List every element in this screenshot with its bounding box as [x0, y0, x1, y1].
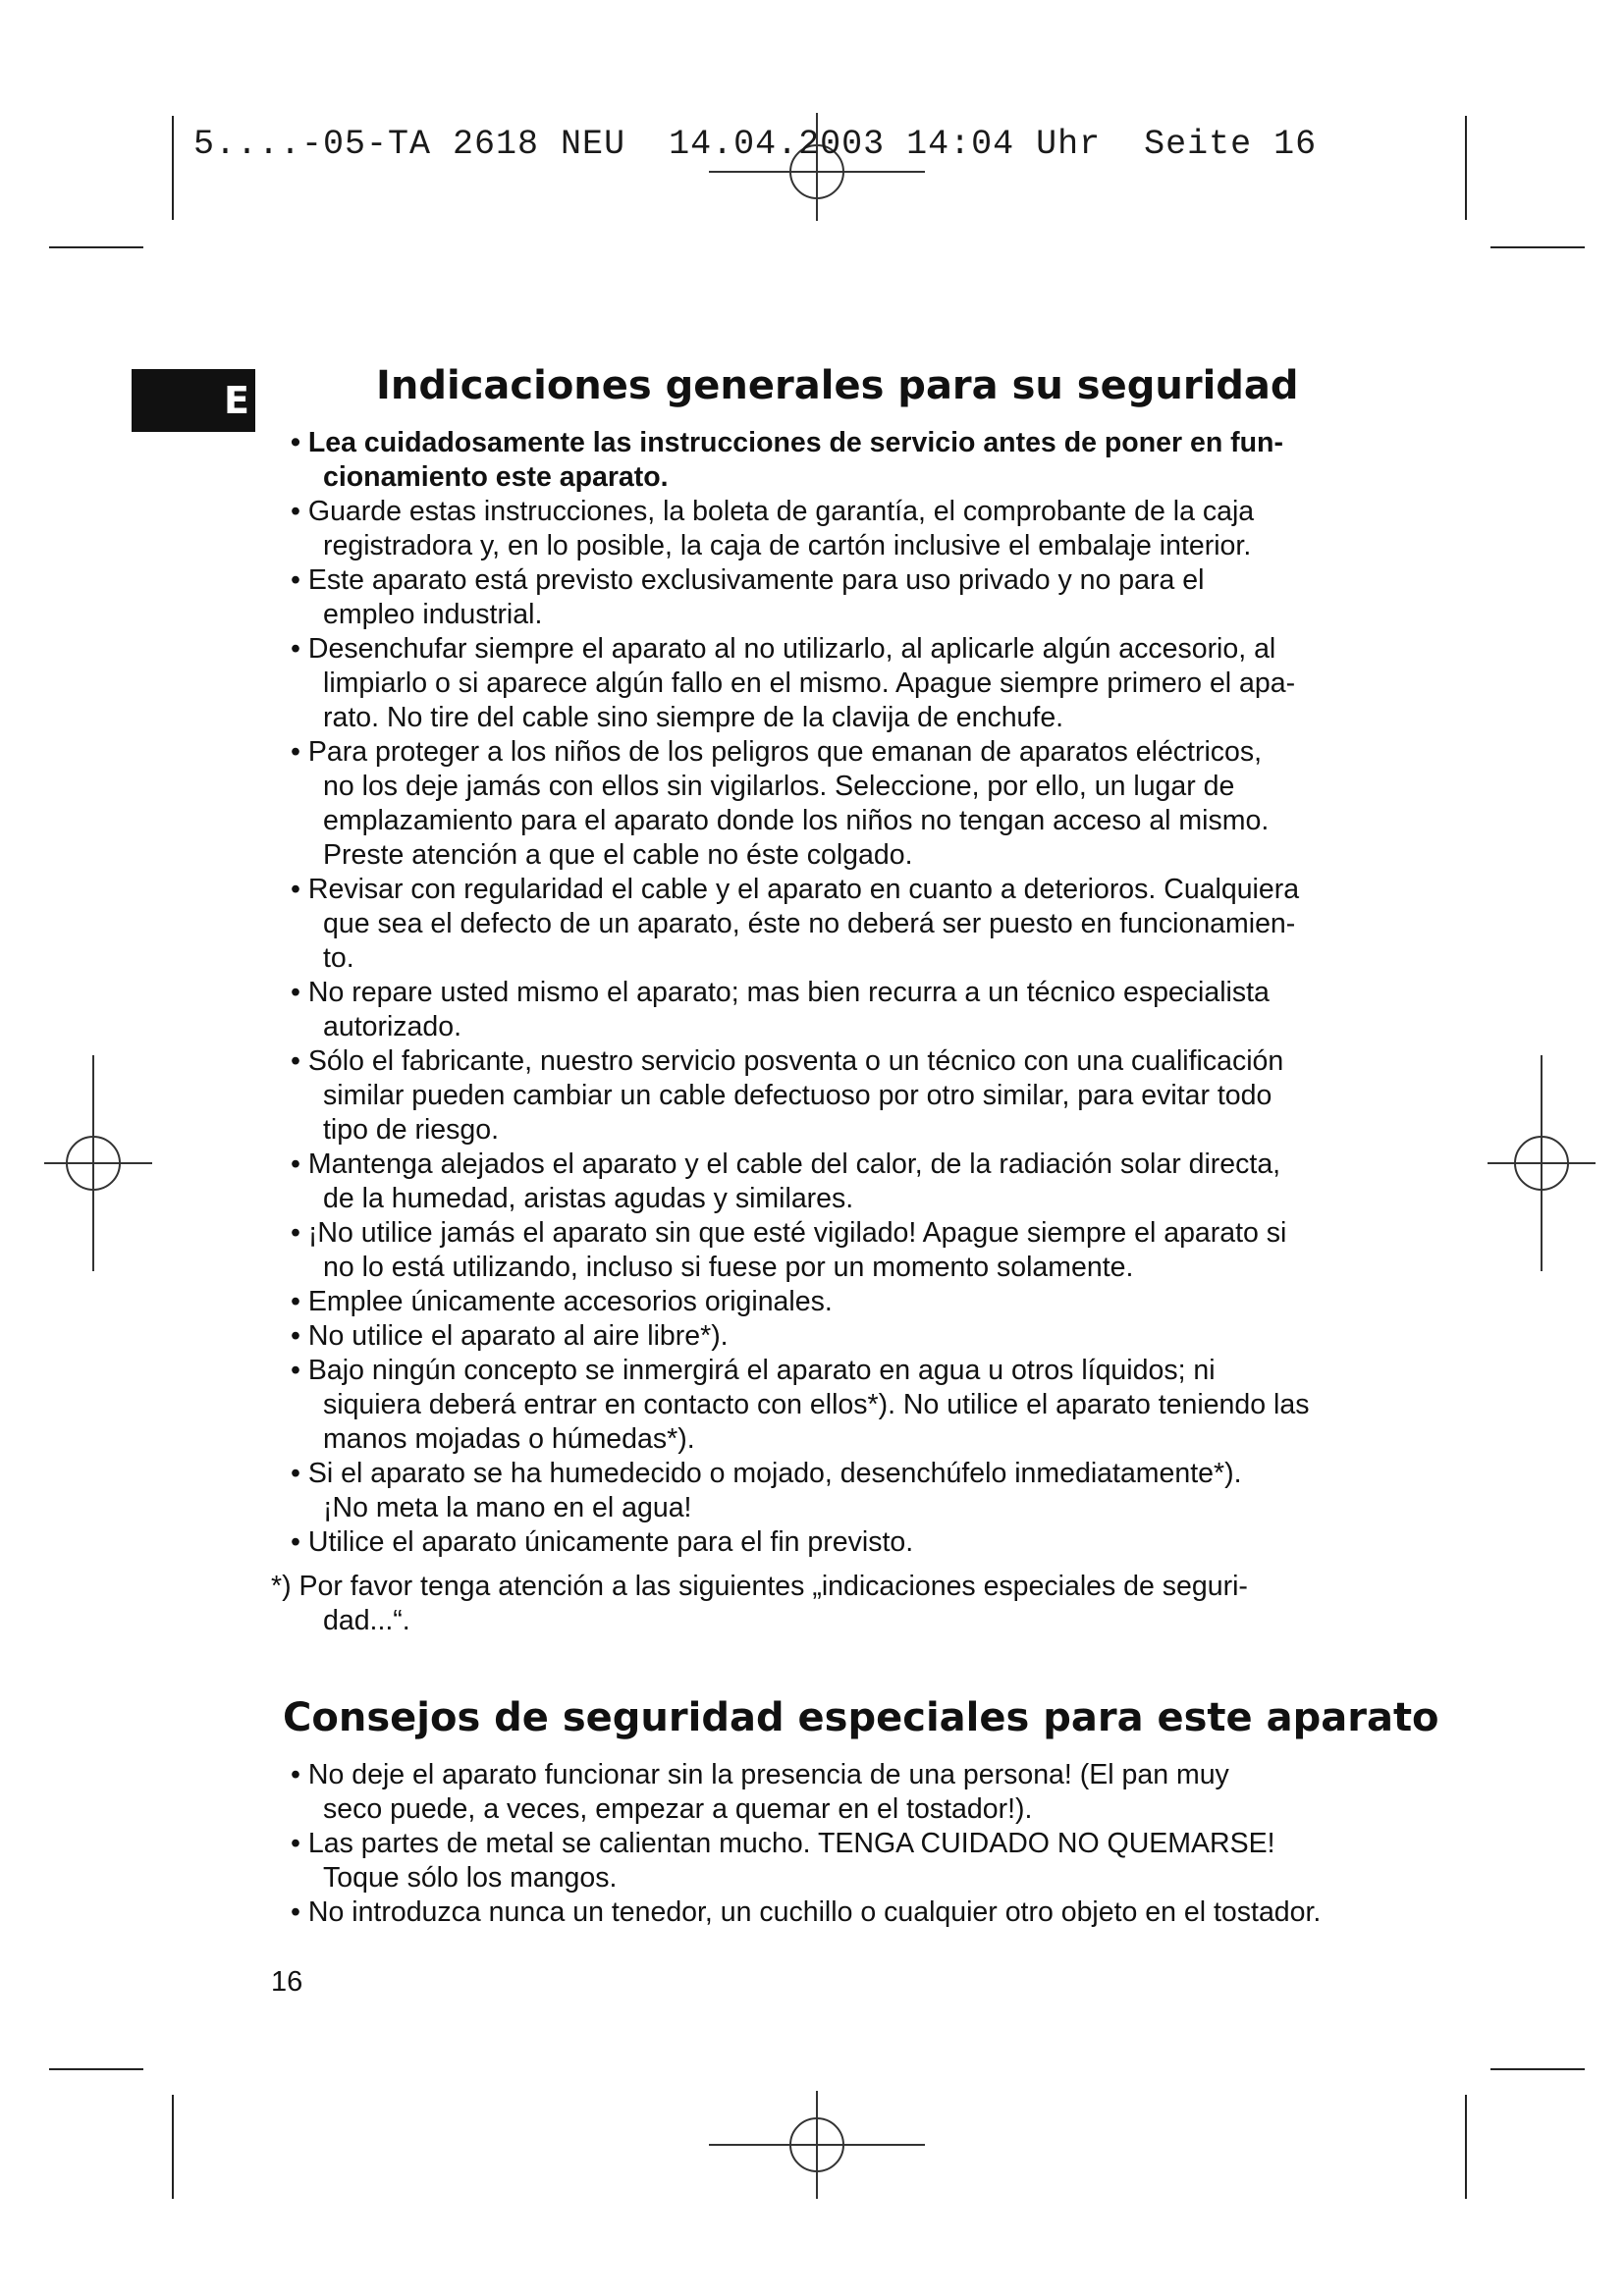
list-item — [271, 563, 1390, 632]
list-item-line: • ¡No utilice jamás el aparato sin que esté vigilado! Apague siempre el aparato si — [291, 1217, 1287, 1249]
crop-mark — [49, 2068, 143, 2070]
list-item-line: • Lea cuidadosamente las instrucciones de servicio antes de poner en fun- — [291, 427, 1283, 458]
list-item-line: cionamiento este aparato. — [323, 461, 669, 493]
list-item — [271, 1896, 1390, 1930]
list-item-line: • Si el aparato se ha humedecido o mojado, desenchúfelo inmediatamente*). — [291, 1458, 1242, 1489]
footnote-line: dad...“. — [323, 1605, 410, 1636]
crop-mark — [1465, 2095, 1467, 2199]
list-item-line: • No introduzca nunca un tenedor, un cuchillo o cualquier otro objeto en el tostador. — [291, 1896, 1322, 1928]
list-item-line: similar pueden cambiar un cable defectuoso por otro similar, para evitar todo — [323, 1080, 1272, 1111]
list-item-line: no lo está utilizando, incluso si fuese por un momento solamente. — [323, 1252, 1134, 1283]
crop-mark — [172, 2095, 174, 2199]
list-item-line: • Sólo el fabricante, nuestro servicio posventa o un técnico con una cualificación — [291, 1045, 1284, 1077]
list-item-line: • Revisar con regularidad el cable y el aparato en cuanto a deterioros. Cualquiera — [291, 874, 1300, 905]
list-item-line: • Desenchufar siempre el aparato al no utilizarlo, al aplicarle algún accesorio, al — [291, 633, 1276, 665]
crop-mark — [172, 116, 174, 220]
list-item-line: empleo industrial. — [323, 599, 543, 630]
language-tab: E — [132, 369, 255, 432]
list-item-line: limpiarlo o si aparece algún fallo en el mismo. Apague siempre primero el apa- — [323, 667, 1296, 699]
list-item-line: to. — [323, 942, 354, 974]
list-item-line: no los deje jamás con ellos sin vigilarlos. Seleccione, por ello, un lugar de — [323, 771, 1235, 802]
list-item — [271, 1827, 1390, 1896]
list-item-line: • No repare usted mismo el aparato; mas bien recurra a un técnico especialista — [291, 977, 1270, 1008]
list-item — [271, 1148, 1390, 1216]
list-item-line: • No utilice el aparato al aire libre*). — [291, 1320, 729, 1352]
footnote — [271, 1570, 1390, 1638]
special-safety-list — [271, 1758, 1390, 1930]
general-safety-list — [271, 426, 1390, 1638]
registration-mark-icon — [709, 2091, 925, 2199]
crop-mark — [1465, 116, 1467, 220]
list-item — [271, 1216, 1390, 1285]
page-number: 16 — [271, 1966, 303, 1998]
crop-mark — [49, 246, 143, 248]
list-item-line: • Este aparato está previsto exclusivamente para uso privado y no para el — [291, 564, 1205, 596]
list-item-line: • Guarde estas instrucciones, la boleta de garantía, el comprobante de la caja — [291, 496, 1255, 527]
list-item — [271, 426, 1390, 495]
list-item-line: tipo de riesgo. — [323, 1114, 500, 1146]
list-item-line: Preste atención a que el cable no éste colgado. — [323, 839, 913, 871]
crop-mark — [1490, 2068, 1585, 2070]
list-item — [271, 1285, 1390, 1319]
print-slug: 5....-05-TA 2618 NEU 14.04.2003 14:04 Uhr Seite 16 — [193, 125, 1318, 164]
list-item-line: • Emplee únicamente accesorios originales. — [291, 1286, 833, 1317]
list-item — [271, 976, 1390, 1044]
list-item — [271, 735, 1390, 873]
registration-mark-icon — [44, 1055, 152, 1271]
crop-mark — [1490, 246, 1585, 248]
list-item-line: de la humedad, aristas agudas y similares. — [323, 1183, 854, 1214]
list-item — [271, 1457, 1390, 1525]
list-item-line: • Mantenga alejados el aparato y el cable del calor, de la radiación solar directa, — [291, 1148, 1281, 1180]
list-item — [271, 1758, 1390, 1827]
list-item-line: que sea el defecto de un aparato, éste no deberá ser puesto en funcionamien- — [323, 908, 1296, 939]
list-item — [271, 873, 1390, 976]
list-item-line: manos mojadas o húmedas*). — [323, 1423, 695, 1455]
list-item-line: siquiera deberá entrar en contacto con ellos*). No utilice el aparato teniendo las — [323, 1389, 1310, 1420]
list-item-line: seco puede, a veces, empezar a quemar en el tostador!). — [323, 1793, 1033, 1825]
list-item — [271, 1319, 1390, 1354]
list-item-line: • Para proteger a los niños de los peligros que emanan de aparatos eléctricos, — [291, 736, 1263, 768]
list-item — [271, 495, 1390, 563]
list-item-line: ¡No meta la mano en el agua! — [323, 1492, 692, 1523]
list-item — [271, 632, 1390, 735]
section-title-general-safety: Indicaciones generales para su seguridad — [376, 363, 1299, 408]
list-item-line: autorizado. — [323, 1011, 462, 1042]
list-item — [271, 1525, 1390, 1560]
footnote-line: *) Por favor tenga atención a las siguientes „indicaciones especiales de seguri- — [271, 1571, 1248, 1602]
list-item — [271, 1044, 1390, 1148]
list-item-line: Toque sólo los mangos. — [323, 1862, 618, 1894]
list-item-line: • Utilice el aparato únicamente para el fin previsto. — [291, 1526, 914, 1558]
list-item-line: emplazamiento para el aparato donde los niños no tengan acceso al mismo. — [323, 805, 1270, 836]
list-item-line: • Bajo ningún concepto se inmergirá el aparato en agua u otros líquidos; ni — [291, 1355, 1216, 1386]
list-item-line: • Las partes de metal se calientan mucho. TENGA CUIDADO NO QUEMARSE! — [291, 1828, 1275, 1859]
list-item — [271, 1354, 1390, 1457]
section-title-special-safety: Consejos de seguridad especiales para este aparato — [283, 1695, 1439, 1740]
registration-mark-icon — [1488, 1055, 1596, 1271]
list-item-line: rato. No tire del cable sino siempre de la clavija de enchufe. — [323, 702, 1064, 733]
list-item-line: • No deje el aparato funcionar sin la presencia de una persona! (El pan muy — [291, 1759, 1229, 1790]
list-item-line: registradora y, en lo posible, la caja de cartón inclusive el embalaje interior. — [323, 530, 1252, 561]
